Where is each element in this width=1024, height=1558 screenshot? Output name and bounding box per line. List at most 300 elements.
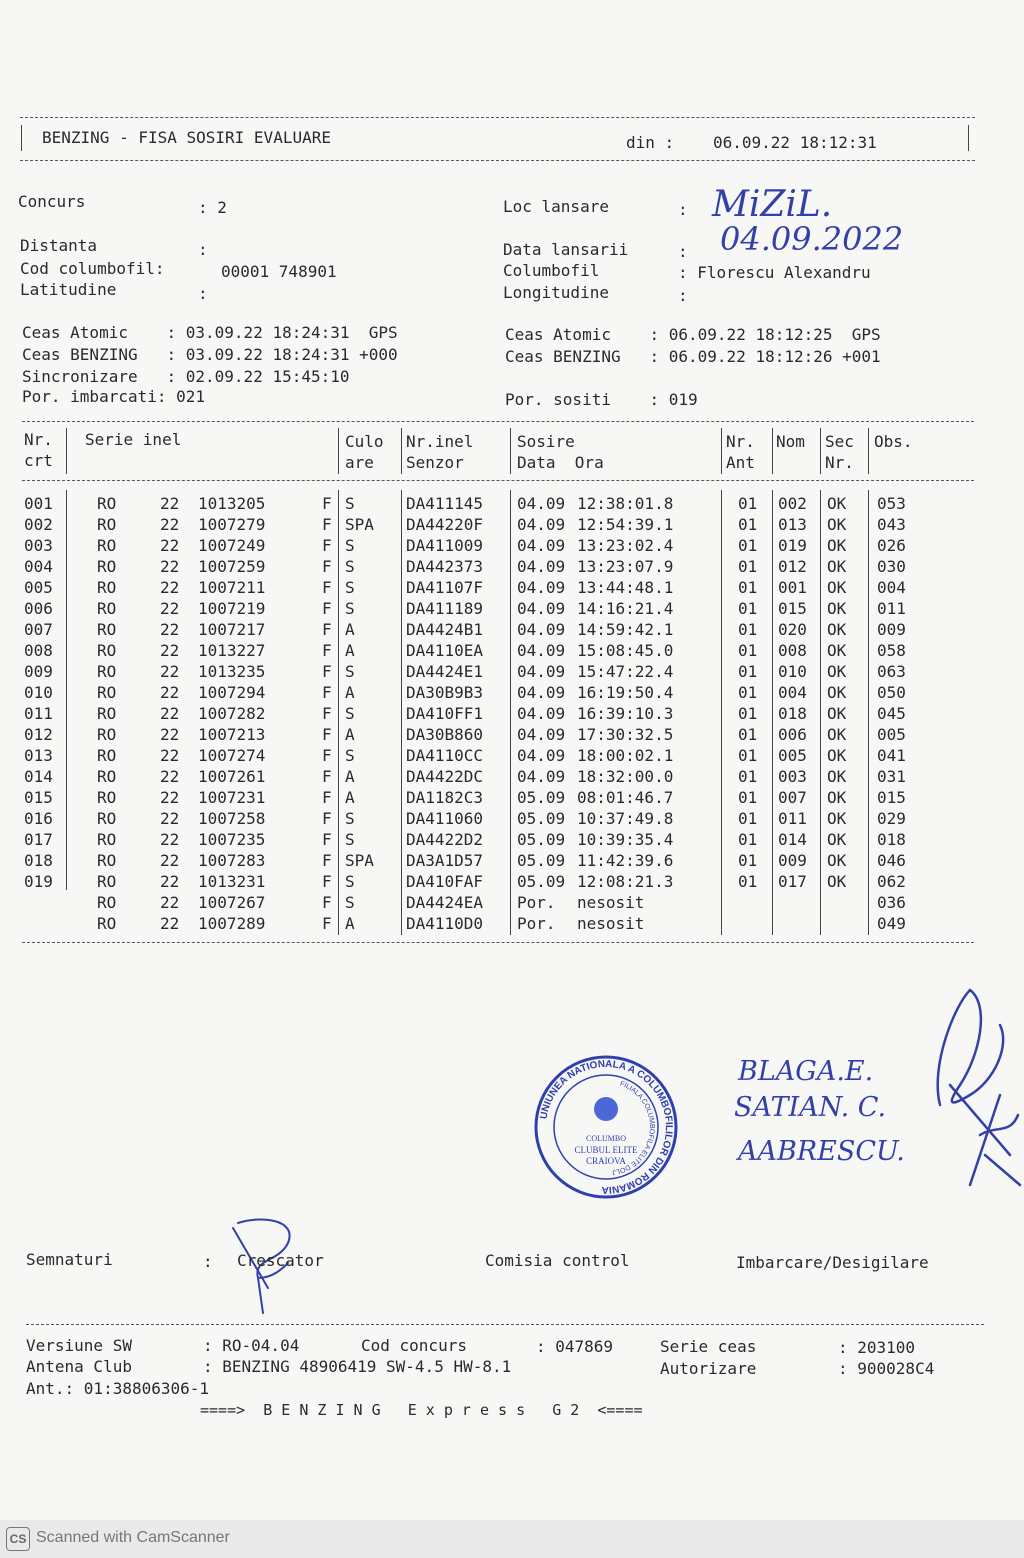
cell-ant: 01 <box>738 578 758 597</box>
comisia-label: Comisia control <box>485 1251 630 1270</box>
cell-culoare: A <box>345 641 355 660</box>
cell-sex: F <box>322 494 332 513</box>
cell-tara: RO <box>97 767 117 786</box>
th-serie-inel: Serie inel <box>85 430 182 449</box>
cell-ant: 01 <box>738 515 758 534</box>
cell-sex: F <box>322 704 332 723</box>
cell-an: 22 <box>160 725 180 744</box>
cell-sec: OK <box>827 830 847 849</box>
cell-tara: RO <box>97 893 117 912</box>
cell-data: 04.09 <box>517 620 566 639</box>
cell-tara: RO <box>97 788 117 807</box>
cell-data: 05.09 <box>517 830 566 849</box>
cell-senzor: DA41107F <box>406 578 484 597</box>
cell-tara: RO <box>97 599 117 618</box>
cell-obs: 049 <box>877 914 906 933</box>
loc-lansare-colon: : <box>678 200 688 219</box>
ceas-atomic-end: Ceas Atomic : 06.09.22 18:12:25 GPS <box>505 325 881 344</box>
cell-tara: RO <box>97 704 117 723</box>
col-divider <box>66 428 67 474</box>
cell-data: 05.09 <box>517 851 566 870</box>
cell-sec: OK <box>827 599 847 618</box>
cell-culoare: A <box>345 788 355 807</box>
col-divider <box>721 428 722 474</box>
cell-tara: RO <box>97 872 117 891</box>
concurs-label: Concurs <box>18 192 86 211</box>
cell-senzor: DA411009 <box>406 536 484 555</box>
cell-sec: OK <box>827 494 847 513</box>
cell-culoare: A <box>345 767 355 786</box>
cell-obs: 046 <box>877 851 906 870</box>
cell-senzor: DA4110EA <box>406 641 484 660</box>
cell-inel: 1007274 <box>198 746 266 765</box>
cell-an: 22 <box>160 578 180 597</box>
cell-senzor: DA30B9B3 <box>406 683 484 702</box>
cell-inel: 1007235 <box>198 830 266 849</box>
cell-ant: 01 <box>738 809 758 828</box>
cell-an: 22 <box>160 746 180 765</box>
cell-nom: 005 <box>778 746 807 765</box>
cell-data: 04.09 <box>517 704 566 723</box>
cell-an: 22 <box>160 557 180 576</box>
stamp-outer-text: UNIUNEA NATIONALA A COLUMBOFILILOR DIN ROMANIA <box>538 1058 675 1196</box>
cell-obs: 018 <box>877 830 906 849</box>
table-row <box>0 683 1024 704</box>
cell-data: 04.09 <box>517 599 566 618</box>
header-left-edge <box>21 125 22 151</box>
latitudine-colon: : <box>198 284 208 303</box>
cell-sex: F <box>322 641 332 660</box>
print-date-label: din : <box>626 133 675 152</box>
cell-ant: 01 <box>738 767 758 786</box>
cell-obs: 029 <box>877 809 906 828</box>
cell-obs: 063 <box>877 662 906 681</box>
table-row <box>0 662 1024 683</box>
cell-culoare: A <box>345 683 355 702</box>
cell-culoare: S <box>345 704 355 723</box>
cell-an: 22 <box>160 641 180 660</box>
stamp-emblem <box>594 1097 618 1121</box>
benzing-banner: ====> B E N Z I N G E x p r e s s G 2 <==== <box>200 1401 643 1419</box>
table-row <box>0 620 1024 641</box>
autorizare-label: Autorizare <box>660 1359 757 1378</box>
cell-nr: 007 <box>24 620 53 639</box>
col-divider <box>820 428 821 474</box>
semnaturi-label: Semnaturi <box>26 1250 113 1269</box>
cell-tara: RO <box>97 662 117 681</box>
th-sosire: Sosire <box>517 432 575 451</box>
camscanner-text: Scanned with CamScanner <box>36 1529 230 1546</box>
cell-senzor: DA410FF1 <box>406 704 484 723</box>
cell-nom: 004 <box>778 683 807 702</box>
cell-ant: 01 <box>738 599 758 618</box>
cell-ant: 01 <box>738 851 758 870</box>
cell-sec: OK <box>827 704 847 723</box>
cell-data: 04.09 <box>517 725 566 744</box>
table-row <box>0 914 1024 935</box>
th-culoare-1: Culo <box>345 432 384 451</box>
antena-club-label: Antena Club <box>26 1357 132 1376</box>
th-ant: Ant <box>726 453 755 472</box>
cell-inel: 1007231 <box>198 788 266 807</box>
cell-sex: F <box>322 662 332 681</box>
cell-sec: OK <box>827 851 847 870</box>
cell-obs: 031 <box>877 767 906 786</box>
col-divider <box>401 428 402 474</box>
th-data-ora: Data Ora <box>517 453 604 472</box>
cell-data: 04.09 <box>517 662 566 681</box>
cell-ora: 16:39:10.3 <box>577 704 674 723</box>
cell-data: 04.09 <box>517 494 566 513</box>
cell-data: 05.09 <box>517 809 566 828</box>
cell-an: 22 <box>160 599 180 618</box>
porumbei-sositi: Por. sositi : 019 <box>505 390 698 409</box>
cell-sec: OK <box>827 683 847 702</box>
table-row <box>0 704 1024 725</box>
cell-ora: nesosit <box>577 893 645 912</box>
imbarcare-label: Imbarcare/Desigilare <box>736 1253 929 1272</box>
cell-tara: RO <box>97 515 117 534</box>
cod-columbofil-label: Cod columbofil: <box>20 259 165 278</box>
print-date-value: 06.09.22 18:12:31 <box>713 133 877 152</box>
stamp-center-3: CRAIOVA <box>586 1156 626 1166</box>
cell-nom: 008 <box>778 641 807 660</box>
cell-tara: RO <box>97 830 117 849</box>
cell-sec: OK <box>827 725 847 744</box>
cell-sec: OK <box>827 746 847 765</box>
cell-sec: OK <box>827 662 847 681</box>
table-header-border <box>22 480 974 481</box>
cell-ant: 01 <box>738 536 758 555</box>
cell-nom: 009 <box>778 851 807 870</box>
antena-id: Ant.: 01:38806306-1 <box>26 1379 210 1398</box>
cell-obs: 036 <box>877 893 906 912</box>
cell-inel: 1013227 <box>198 641 266 660</box>
cod-concurs-label: Cod concurs <box>361 1336 467 1355</box>
cell-data: 04.09 <box>517 557 566 576</box>
th-culoare-2: are <box>345 453 374 472</box>
cell-obs: 053 <box>877 494 906 513</box>
th-nr-inel: Nr.inel <box>406 432 474 451</box>
footer-top-border <box>26 1324 984 1325</box>
serie-ceas-label: Serie ceas <box>660 1337 757 1356</box>
cell-ant: 01 <box>738 872 758 891</box>
table-bottom-border <box>22 942 974 943</box>
cell-ant: 01 <box>738 788 758 807</box>
table-row <box>0 725 1024 746</box>
cell-tara: RO <box>97 578 117 597</box>
cell-senzor: DA4422D2 <box>406 830 484 849</box>
cell-senzor: DA442373 <box>406 557 484 576</box>
cell-ora: 14:16:21.4 <box>577 599 674 618</box>
cell-ora: 10:37:49.8 <box>577 809 674 828</box>
versiune-label: Versiune SW <box>26 1336 132 1355</box>
cell-senzor: DA411145 <box>406 494 484 513</box>
header-right-edge <box>968 125 969 151</box>
cell-obs: 005 <box>877 725 906 744</box>
latitudine-label: Latitudine <box>20 280 117 299</box>
loc-lansare-label: Loc lansare <box>503 197 609 216</box>
cell-inel: 1007258 <box>198 809 266 828</box>
columbofil-label: Columbofil <box>503 261 600 280</box>
cell-senzor: DA4424B1 <box>406 620 484 639</box>
table-row <box>0 767 1024 788</box>
cell-obs: 030 <box>877 557 906 576</box>
cell-nr: 018 <box>24 851 53 870</box>
cell-ora: 11:42:39.6 <box>577 851 674 870</box>
cell-data: 04.09 <box>517 683 566 702</box>
cell-ora: 15:08:45.0 <box>577 641 674 660</box>
cell-ora: 13:23:07.9 <box>577 557 674 576</box>
cell-senzor: DA30B860 <box>406 725 484 744</box>
ceas-benzing-start: Ceas BENZING : 03.09.22 18:24:31 +000 <box>22 345 398 364</box>
stamp-inner-text: FILIALA COLUMBOFILA ELITE DOLJ <box>611 1080 656 1176</box>
cell-culoare: S <box>345 578 355 597</box>
cell-nr: 012 <box>24 725 53 744</box>
cell-inel: 1007219 <box>198 599 266 618</box>
cell-nr: 014 <box>24 767 53 786</box>
cell-data: 05.09 <box>517 788 566 807</box>
table-row <box>0 746 1024 767</box>
cell-ant: 01 <box>738 746 758 765</box>
cell-inel: 1007249 <box>198 536 266 555</box>
cell-data: 04.09 <box>517 578 566 597</box>
cell-culoare: S <box>345 893 355 912</box>
cell-sec: OK <box>827 788 847 807</box>
cell-ant: 01 <box>738 830 758 849</box>
table-row <box>0 578 1024 599</box>
table-top-border <box>22 421 974 422</box>
cell-senzor: DA3A1D57 <box>406 851 484 870</box>
cell-nr: 003 <box>24 536 53 555</box>
concurs-value: : 2 <box>198 198 227 217</box>
cell-an: 22 <box>160 788 180 807</box>
cell-sec: OK <box>827 515 847 534</box>
header-top-border <box>20 117 975 118</box>
table-row <box>0 893 1024 914</box>
cell-tara: RO <box>97 725 117 744</box>
cell-sex: F <box>322 767 332 786</box>
cell-tara: RO <box>97 746 117 765</box>
cell-culoare: S <box>345 872 355 891</box>
ceas-benzing-end: Ceas BENZING : 06.09.22 18:12:26 +001 <box>505 347 881 366</box>
columbofil-value: : Florescu Alexandru <box>678 263 871 282</box>
stamp-center-2: CLUBUL ELITE <box>574 1145 638 1155</box>
cell-tara: RO <box>97 683 117 702</box>
cell-culoare: SPA <box>345 851 374 870</box>
cell-an: 22 <box>160 830 180 849</box>
ceas-atomic-start: Ceas Atomic : 03.09.22 18:24:31 GPS <box>22 323 398 342</box>
cell-sex: F <box>322 725 332 744</box>
cell-nr: 009 <box>24 662 53 681</box>
cell-ant: 01 <box>738 662 758 681</box>
header-bottom-border <box>20 160 975 161</box>
cell-culoare: S <box>345 599 355 618</box>
cell-nom: 006 <box>778 725 807 744</box>
cell-ora: nesosit <box>577 914 645 933</box>
cell-culoare: S <box>345 662 355 681</box>
cell-ora: 13:23:02.4 <box>577 536 674 555</box>
cell-ant: 01 <box>738 683 758 702</box>
cod-columbofil-value: 00001 748901 <box>221 262 337 281</box>
cell-ora: 14:59:42.1 <box>577 620 674 639</box>
cell-an: 22 <box>160 872 180 891</box>
loc-lansare-handwritten: MiZiL. <box>712 184 833 225</box>
cell-tara: RO <box>97 536 117 555</box>
th-crt: crt <box>24 451 53 470</box>
cell-culoare: SPA <box>345 515 374 534</box>
cell-nr: 016 <box>24 809 53 828</box>
cell-nr: 015 <box>24 788 53 807</box>
stamp-center-1: COLUMBO <box>585 1134 627 1143</box>
data-lansarii-colon: : <box>678 242 688 261</box>
col-divider <box>338 428 339 474</box>
cell-sex: F <box>322 578 332 597</box>
cell-tara: RO <box>97 620 117 639</box>
cell-nr: 019 <box>24 872 53 891</box>
cell-an: 22 <box>160 767 180 786</box>
cell-ant: 01 <box>738 641 758 660</box>
cell-ant: 01 <box>738 494 758 513</box>
cell-culoare: A <box>345 914 355 933</box>
cell-tara: RO <box>97 851 117 870</box>
cell-data: 04.09 <box>517 641 566 660</box>
porumbei-imbarcati: Por. imbarcati: 021 <box>22 387 206 406</box>
cell-culoare: S <box>345 746 355 765</box>
cell-obs: 041 <box>877 746 906 765</box>
cell-ora: 15:47:22.4 <box>577 662 674 681</box>
th-sec-nr: Nr. <box>825 453 854 472</box>
table-row <box>0 830 1024 851</box>
cell-sex: F <box>322 788 332 807</box>
cell-nom: 017 <box>778 872 807 891</box>
cell-data: Por. <box>517 893 556 912</box>
cell-nr: 004 <box>24 557 53 576</box>
cell-nom: 012 <box>778 557 807 576</box>
col-divider <box>772 428 773 474</box>
th-nom: Nom <box>776 432 805 451</box>
cell-nom: 019 <box>778 536 807 555</box>
antena-club-value: : BENZING 48906419 SW-4.5 HW-8.1 <box>203 1357 512 1376</box>
cell-tara: RO <box>97 914 117 933</box>
cell-data: 05.09 <box>517 872 566 891</box>
cell-ora: 18:32:00.0 <box>577 767 674 786</box>
cell-nom: 007 <box>778 788 807 807</box>
versiune-value: : RO-04.04 <box>203 1336 300 1355</box>
table-row <box>0 788 1024 809</box>
cod-concurs-value: : 047869 <box>536 1337 614 1356</box>
cell-sex: F <box>322 893 332 912</box>
table-row <box>0 872 1024 893</box>
cell-senzor: DA1182C3 <box>406 788 484 807</box>
cell-senzor: DA410FAF <box>406 872 484 891</box>
cell-inel: 1007267 <box>198 893 266 912</box>
cell-ora: 10:39:35.4 <box>577 830 674 849</box>
cell-inel: 1007211 <box>198 578 266 597</box>
cell-culoare: A <box>345 725 355 744</box>
cell-an: 22 <box>160 683 180 702</box>
cell-obs: 011 <box>877 599 906 618</box>
longitudine-label: Longitudine <box>503 283 609 302</box>
cell-nom: 015 <box>778 599 807 618</box>
cell-culoare: S <box>345 557 355 576</box>
cell-nr: 001 <box>24 494 53 513</box>
cell-tara: RO <box>97 494 117 513</box>
cell-senzor: DA411060 <box>406 809 484 828</box>
th-nr-ant: Nr. <box>726 432 755 451</box>
cell-nom: 018 <box>778 704 807 723</box>
cell-ant: 01 <box>738 704 758 723</box>
cell-nr: 008 <box>24 641 53 660</box>
cell-nr: 017 <box>24 830 53 849</box>
commission-name-1: BLAGA.E. <box>738 1056 874 1087</box>
cell-culoare: S <box>345 830 355 849</box>
table-row <box>0 809 1024 830</box>
cell-tara: RO <box>97 641 117 660</box>
cell-an: 22 <box>160 515 180 534</box>
cell-obs: 043 <box>877 515 906 534</box>
cell-obs: 009 <box>877 620 906 639</box>
cell-sex: F <box>322 599 332 618</box>
cell-data: 04.09 <box>517 515 566 534</box>
commission-signature <box>900 985 1024 1200</box>
cell-nom: 011 <box>778 809 807 828</box>
cell-nr: 011 <box>24 704 53 723</box>
cell-inel: 1007213 <box>198 725 266 744</box>
cell-data: 04.09 <box>517 767 566 786</box>
table-row <box>0 515 1024 536</box>
col-divider <box>868 428 869 474</box>
cell-data: 04.09 <box>517 536 566 555</box>
cell-ora: 16:19:50.4 <box>577 683 674 702</box>
cell-an: 22 <box>160 662 180 681</box>
cell-obs: 045 <box>877 704 906 723</box>
cell-tara: RO <box>97 557 117 576</box>
cell-culoare: A <box>345 620 355 639</box>
cell-senzor: DA4422DC <box>406 767 484 786</box>
cell-nom: 014 <box>778 830 807 849</box>
cell-nr: 002 <box>24 515 53 534</box>
cell-sex: F <box>322 683 332 702</box>
cell-nom: 003 <box>778 767 807 786</box>
longitudine-colon: : <box>678 286 688 305</box>
table-row <box>0 536 1024 557</box>
cell-an: 22 <box>160 809 180 828</box>
cell-sex: F <box>322 872 332 891</box>
cell-ora: 13:44:48.1 <box>577 578 674 597</box>
cell-obs: 015 <box>877 788 906 807</box>
cell-obs: 004 <box>877 578 906 597</box>
cell-culoare: S <box>345 536 355 555</box>
cell-inel: 1007282 <box>198 704 266 723</box>
cell-sec: OK <box>827 809 847 828</box>
table-row <box>0 641 1024 662</box>
cell-sex: F <box>322 830 332 849</box>
cell-inel: 1013235 <box>198 662 266 681</box>
cell-an: 22 <box>160 914 180 933</box>
cell-nom: 013 <box>778 515 807 534</box>
cell-inel: 1007259 <box>198 557 266 576</box>
cell-nr: 005 <box>24 578 53 597</box>
cell-inel: 1007217 <box>198 620 266 639</box>
cell-senzor: DA411189 <box>406 599 484 618</box>
data-lansarii-handwritten: 04.09.2022 <box>720 220 904 258</box>
cell-inel: 1007289 <box>198 914 266 933</box>
cell-an: 22 <box>160 851 180 870</box>
cell-nr: 013 <box>24 746 53 765</box>
cell-senzor: DA4424E1 <box>406 662 484 681</box>
cell-obs: 058 <box>877 641 906 660</box>
